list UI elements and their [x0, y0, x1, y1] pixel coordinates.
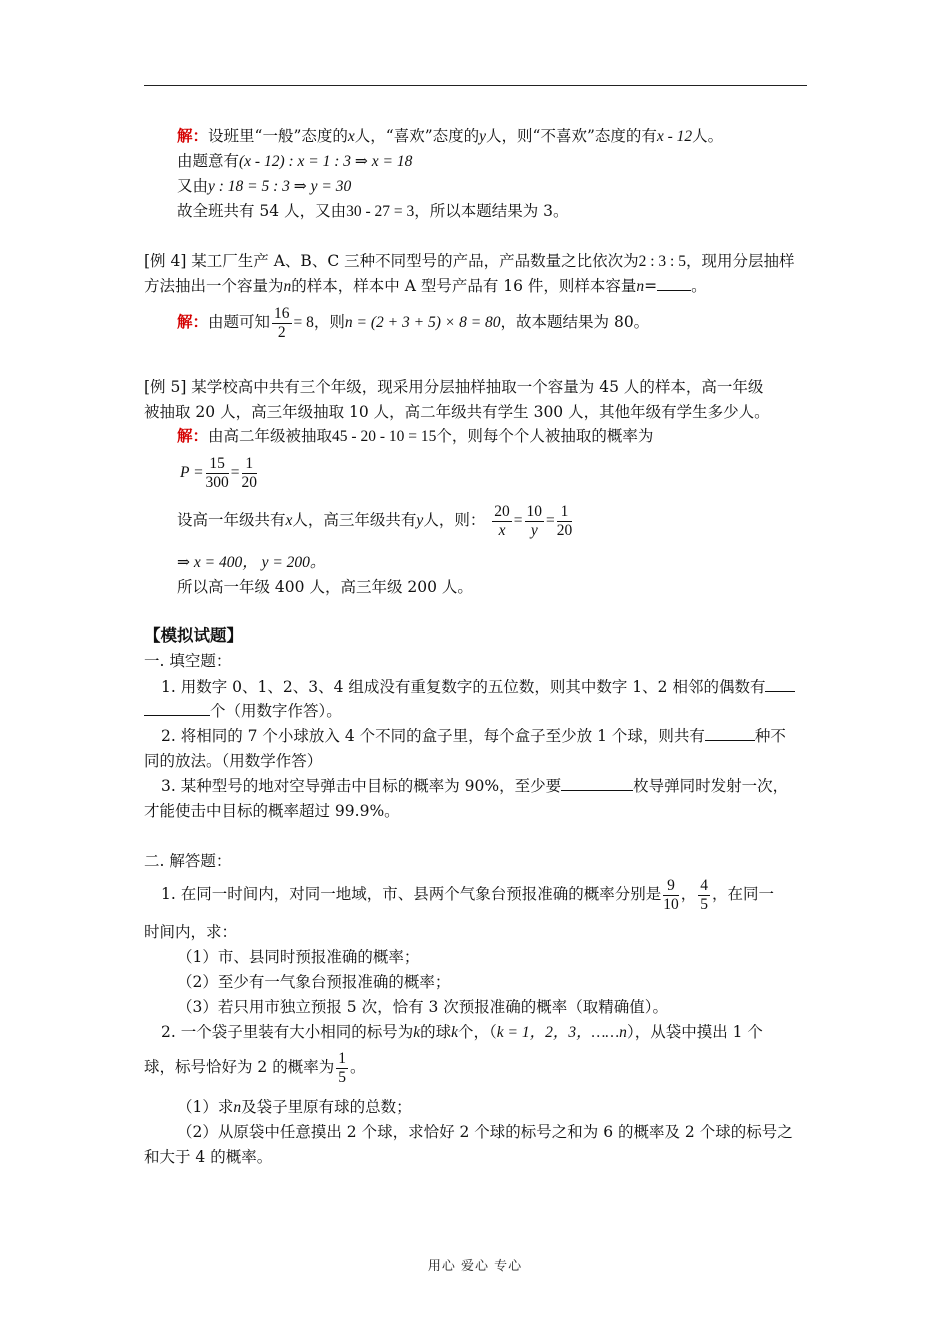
page-footer: 用心 爱心 专心 [427, 1259, 523, 1274]
ex3-solution-line2: 由题意有(x - 12) : x = 1 : 3 ⇒ x = 18 [177, 152, 413, 170]
ex3-solution-line4: 故全班共有 54 人，又由30 - 27 = 3，所以本题结果为 3。 [177, 202, 569, 220]
ex4-solution: 解：由题可知 $\frac{16}{2}$ = 8，则n = (2 + 3 + 5) × 8 = 80，故本题结果为 80。 [177, 304, 650, 341]
ex3-solution-line1: 解：设班里“一般”态度的x人，“喜欢”态度的y人，则“不喜欢”态度的有x - 12人。 [177, 126, 724, 145]
fraction: $\frac{9}{10}$ [663, 876, 679, 913]
fraction: $\frac{4}{5}$ [700, 876, 708, 913]
answer-blank [705, 726, 755, 741]
solution-label: 解： [177, 126, 209, 145]
ex5-probability: P = $\frac{15}{300}$ = $\frac{1}{20}$ [180, 454, 258, 491]
fill-q3-line1: 3. 某种型号的地对空导弹击中目标的概率为 90%，至少要 枚导弹同时发射一次， [161, 777, 789, 795]
answer-q1-line1: 1. 在同一时间内，对同一地域，市、县两个气象台预报准确的概率分别是 $\frac{9}{10}$ ， $\frac{4}{5}$ ，在同一 [161, 876, 774, 913]
ex5-setup: 设高一年级共有x人，高三年级共有y人，则： $\frac{20}{x}$ = $\frac{10}{y}$ = $\frac{1}{20}$ [177, 502, 573, 539]
answer-q2-sub1: （1）求n及袋子里原有球的总数； [177, 1098, 412, 1116]
answer-q2-line1: 2. 一个袋子里装有大小相同的标号为k的球k个，（k = 1，2，3，……n），从袋中摸出 1 个 [161, 1023, 763, 1041]
answer-q2-sub2-line1: （2）从原袋中任意摸出 2 个球，求恰好 2 个球的标号之和为 6 的概率及 2 个球的标号之 [177, 1123, 793, 1141]
fill-q1-line2: 个（用数字作答）。 [144, 701, 342, 721]
fraction: $\frac{16}{2}$ [274, 304, 290, 341]
fraction: $\frac{1}{20}$ [241, 454, 258, 491]
fill-q2-line2: 同的放法。（用数学作答） [144, 752, 323, 770]
solution-label: 解： [177, 426, 209, 445]
answer-blank [657, 276, 691, 291]
fraction: $\frac{1}{20}$ [556, 502, 573, 539]
answer-q1-sub2: （2）至少有一气象台预报准确的概率； [177, 973, 451, 991]
answer-blank [765, 677, 795, 692]
ex5-line1: [例 5] 某学校高中共有三个年级，现采用分层抽样抽取一个容量为 45 人的样本，高一年级 [144, 378, 764, 396]
answer-blank [561, 776, 633, 791]
ex5-line2: 被抽取 20 人，高三年级抽取 10 人，高二年级共有学生 300 人，其他年级有学生多少人。 [144, 403, 770, 421]
fraction: $\frac{1}{5}$ [338, 1049, 346, 1086]
fill-q3-line2: 才能使击中目标的概率超过 99.9%。 [144, 802, 400, 820]
fraction: $\frac{20}{x}$ [494, 502, 510, 539]
fraction: $\frac{15}{300}$ [205, 454, 229, 491]
ex4-line1: [例 4] 某工厂生产 A、B、C 三种不同型号的产品，产品数量之比依次为2 : 3 : 5，现用分层抽样 [144, 252, 795, 270]
answer-blank [144, 701, 210, 716]
answer-q2-line2: 球，标号恰好为 2 的概率为 $\frac{1}{5}$ 。 [144, 1049, 366, 1086]
answer-q1-sub1: （1）市、县同时预报准确的概率； [177, 948, 420, 966]
section-heading: 【模拟试题】 [144, 626, 243, 645]
header-rule [144, 85, 807, 86]
ex5-conclusion: 所以高一年级 400 人，高三年级 200 人。 [177, 578, 473, 596]
part2-heading: 二. 解答题： [144, 852, 232, 870]
fill-q2-line1: 2. 将相同的 7 个小球放入 4 个不同的盒子里，每个盒子至少放 1 个球，则共有 种不 [161, 727, 786, 745]
fraction: $\frac{10}{y}$ [526, 502, 543, 539]
answer-q1-sub3: （3）若只用市独立预报 5 次，恰有 3 次预报准确的概率（取精确值）。 [177, 998, 669, 1016]
solution-label: 解： [177, 312, 209, 331]
ex4-line2: 方法抽出一个容量为n的样本，样本中 A 型号产品有 16 件，则样本容量n= 。 [144, 277, 707, 295]
ex3-solution-line3: 又由y : 18 = 5 : 3 ⇒ y = 30 [177, 177, 352, 195]
ex5-result: ⇒ x = 400， y = 200。 [177, 554, 326, 571]
ex5-solution-line1: 解：由高二年级被抽取45 - 20 - 10 = 15个，则每个个人被抽取的概率为 [177, 426, 654, 445]
part1-heading: 一. 填空题： [144, 652, 232, 670]
fill-q1-line1: 1. 用数字 0、1、2、3、4 组成没有重复数字的五位数，则其中数字 1、2 相邻的偶数有 [161, 677, 795, 697]
answer-q1-line2: 时间内，求： [144, 923, 238, 941]
answer-q2-sub2-line2: 和大于 4 的概率。 [144, 1148, 273, 1166]
